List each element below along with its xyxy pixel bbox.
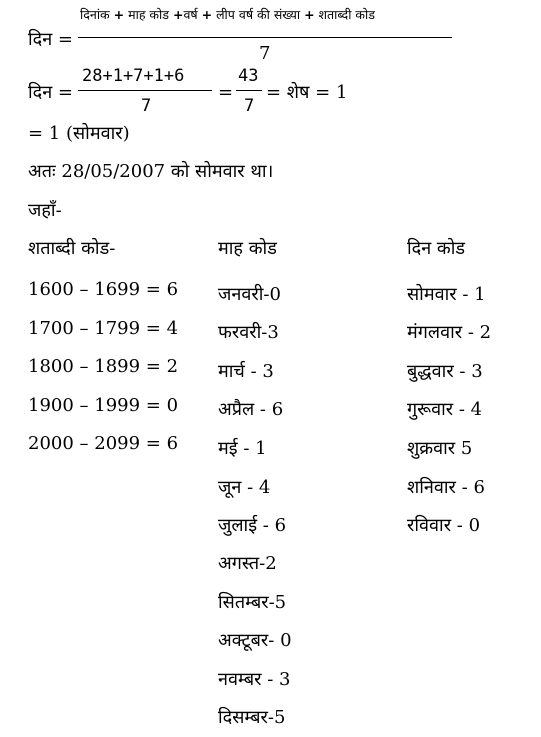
century-code-header: शताब्दी कोड-: [28, 238, 116, 259]
result-line: = 1 (सोमवार): [28, 123, 130, 144]
plus-sign: +: [172, 7, 184, 22]
list-item: शुक्रवार 5: [407, 438, 473, 459]
calc-lhs: दिन =: [28, 82, 74, 103]
list-item: फरवरी-3: [218, 322, 279, 343]
list-item: सोमवार - 1: [407, 284, 486, 305]
calc-fraction-bar-2: [236, 90, 262, 91]
list-item: शनिवार - 6: [407, 477, 485, 498]
plus-sign: +: [304, 7, 315, 22]
where-label: जहाँ-: [28, 200, 62, 221]
formula-denominator: 7: [259, 43, 271, 64]
formula-numerator: [80, 7, 375, 23]
list-item: मार्च - 3: [218, 361, 274, 382]
calc-numerator: 28+1+7+1+6: [82, 66, 185, 86]
calc-denominator: 7: [141, 96, 152, 116]
list-item: अगस्त-2: [218, 553, 277, 574]
list-item: गुरूवार - 4: [407, 399, 483, 420]
plus-sign: +: [201, 7, 213, 22]
list-item: अप्रैल - 6: [218, 399, 284, 420]
plus-sign: +: [113, 7, 125, 22]
calc-fraction-bar: [78, 90, 212, 91]
list-item: 1600 – 1699 = 6: [28, 279, 179, 300]
numerator-term-century-code: शताब्दी कोड: [318, 7, 375, 22]
numerator-term-month-code: माह कोड: [128, 7, 169, 22]
calc-remainder: = शेष = 1: [266, 82, 348, 103]
formula-lhs: दिन =: [28, 29, 74, 50]
list-item: 1800 – 1899 = 2: [28, 356, 179, 377]
calc-equals: =: [218, 82, 234, 103]
conclusion-line: अतः 28/05/2007 को सोमवार था।: [28, 161, 274, 182]
list-item: दिसम्बर-5: [218, 707, 286, 728]
list-item: रविवार - 0: [407, 515, 481, 536]
list-item: नवम्बर - 3: [218, 669, 291, 690]
list-item: मई - 1: [218, 438, 267, 459]
numerator-term-year: वर्ष: [183, 7, 198, 22]
numerator-term-date: दिनांक: [80, 7, 110, 22]
list-item: मंगलवार - 2: [407, 322, 492, 343]
list-item: जून - 4: [218, 477, 271, 498]
list-item: बुद्धवार - 3: [407, 361, 483, 382]
fraction-bar: [78, 37, 452, 38]
calc-numerator-2: 43: [238, 66, 259, 86]
list-item: 1700 – 1799 = 4: [28, 318, 179, 339]
list-item: अक्टूबर- 0: [218, 630, 292, 651]
month-code-header: माह कोड: [218, 238, 277, 259]
list-item: सितम्बर-5: [218, 592, 287, 613]
list-item: जुलाई - 6: [218, 515, 287, 536]
list-item: 1900 – 1999 = 0: [28, 395, 179, 416]
day-code-header: दिन कोड: [407, 238, 466, 259]
numerator-term-leap-years: लीप वर्ष की संख्या: [216, 7, 301, 22]
list-item: 2000 – 2099 = 6: [28, 433, 179, 454]
calc-denominator-2: 7: [244, 96, 255, 116]
list-item: जनवरी-0: [218, 284, 281, 305]
